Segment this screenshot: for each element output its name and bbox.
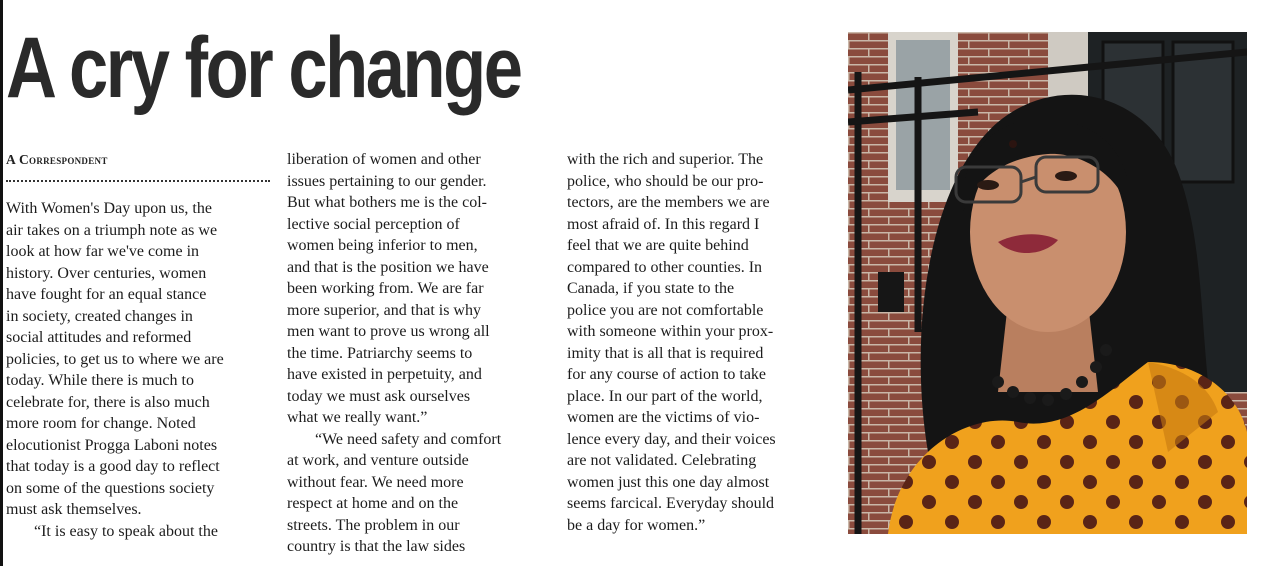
article-text-line: at work, and venture outside — [287, 452, 469, 469]
article-text-line: without fear. We need more — [287, 473, 464, 491]
article-text-line: today we must ask ourselves — [287, 387, 471, 405]
article-text-line: tectors, are the members we are — [567, 194, 770, 211]
article-text-line: Canada, if you state to the — [567, 280, 735, 297]
article-text-line: With Women's Day upon us, the — [6, 200, 212, 217]
article-text-line: and that is the position we have — [287, 258, 489, 276]
article-text-line: what we really want.” — [287, 409, 428, 426]
article-text-line: But what bothers me is the col- — [287, 194, 487, 211]
article-text-line: respect at home and on the — [287, 495, 459, 512]
article-text-line: have fought for an equal stance — [6, 286, 207, 303]
article-paragraph — [287, 429, 551, 558]
article-text-line: be a day for women.” — [567, 516, 706, 534]
article-text-line: elocutionist Progga Laboni notes — [6, 436, 218, 454]
article-text-line: police, who should be our pro- — [567, 172, 764, 190]
article-text-line: women being inferior to men, — [287, 237, 478, 254]
article-text-line: are not validated. Celebrating — [567, 452, 757, 469]
article-text-line: “It is easy to speak about the — [34, 522, 218, 540]
article-text-line: country is that the law sides — [287, 538, 466, 555]
article-text-line: women are the victims of vio- — [567, 409, 760, 426]
byline-divider — [6, 180, 270, 182]
article-text-line: “We need safety and comfort — [315, 430, 502, 448]
article-paragraph — [6, 198, 274, 521]
article-paragraph — [567, 149, 835, 536]
article-text-line: celebrate for, there is also much — [6, 393, 210, 411]
article-text-line: issues pertaining to our gender. — [287, 172, 487, 190]
article-text-line: today. While there is much to — [6, 372, 194, 389]
article-text-line: on some of the questions society — [6, 479, 215, 497]
article-text-line: social attitudes and reformed — [6, 329, 192, 346]
article-text-line: more room for change. Noted — [6, 415, 196, 432]
article-text-line: streets. The problem in our — [287, 516, 460, 534]
article-text-line: have existed in perpetuity, and — [287, 366, 482, 383]
article-text-line: air takes on a triumph note as we — [6, 221, 218, 239]
article-text-line: been working from. We are far — [287, 280, 484, 297]
article-column-1 — [6, 198, 274, 542]
article-paragraph — [6, 521, 274, 543]
article-paragraph — [287, 149, 551, 429]
article-text-line: imity that is all that is required — [567, 344, 764, 362]
article-text-line: lence every day, and their voices — [567, 430, 776, 448]
article-text-line: must ask themselves. — [6, 501, 142, 518]
article-text-line: police you are not comfortable — [567, 301, 764, 319]
left-margin-rule — [0, 0, 3, 566]
article-text-line: liberation of women and other — [287, 151, 481, 168]
article-byline: A Correspondent — [6, 152, 108, 167]
article-text-line: with the rich and superior. The — [567, 151, 764, 168]
article-headline: A cry for change — [6, 20, 521, 116]
article-text-line: history. Over centuries, women — [6, 264, 207, 282]
article-text-line: policies, to get us to where we are — [6, 350, 224, 368]
article-column-3 — [567, 149, 835, 536]
article-text-line: compared to other counties. In — [567, 258, 763, 276]
article-text-line: place. In our part of the world, — [567, 387, 763, 405]
article-text-line: more superior, and that is why — [287, 301, 481, 319]
article-text-line: look at how far we've come in — [6, 243, 200, 260]
article-text-line: in society, created changes in — [6, 307, 193, 325]
article-column-2 — [287, 149, 551, 558]
article-text-line: for any course of action to take — [567, 366, 767, 383]
article-text-line: feel that we are quite behind — [567, 237, 749, 254]
article-text-line: lective social perception of — [287, 215, 460, 233]
article-text-line: with someone within your prox- — [567, 323, 774, 340]
article-text-line: that today is a good day to reflect — [6, 458, 220, 475]
article-text-line: seems farcical. Everyday should — [567, 495, 775, 512]
portrait-photo — [848, 32, 1247, 534]
article-text-line: men want to prove us wrong all — [287, 323, 490, 340]
article-text-line: the time. Patriarchy seems to — [287, 344, 473, 362]
article-text-line: most afraid of. In this regard I — [567, 215, 760, 233]
article-text-line: women just this one day almost — [567, 473, 770, 491]
